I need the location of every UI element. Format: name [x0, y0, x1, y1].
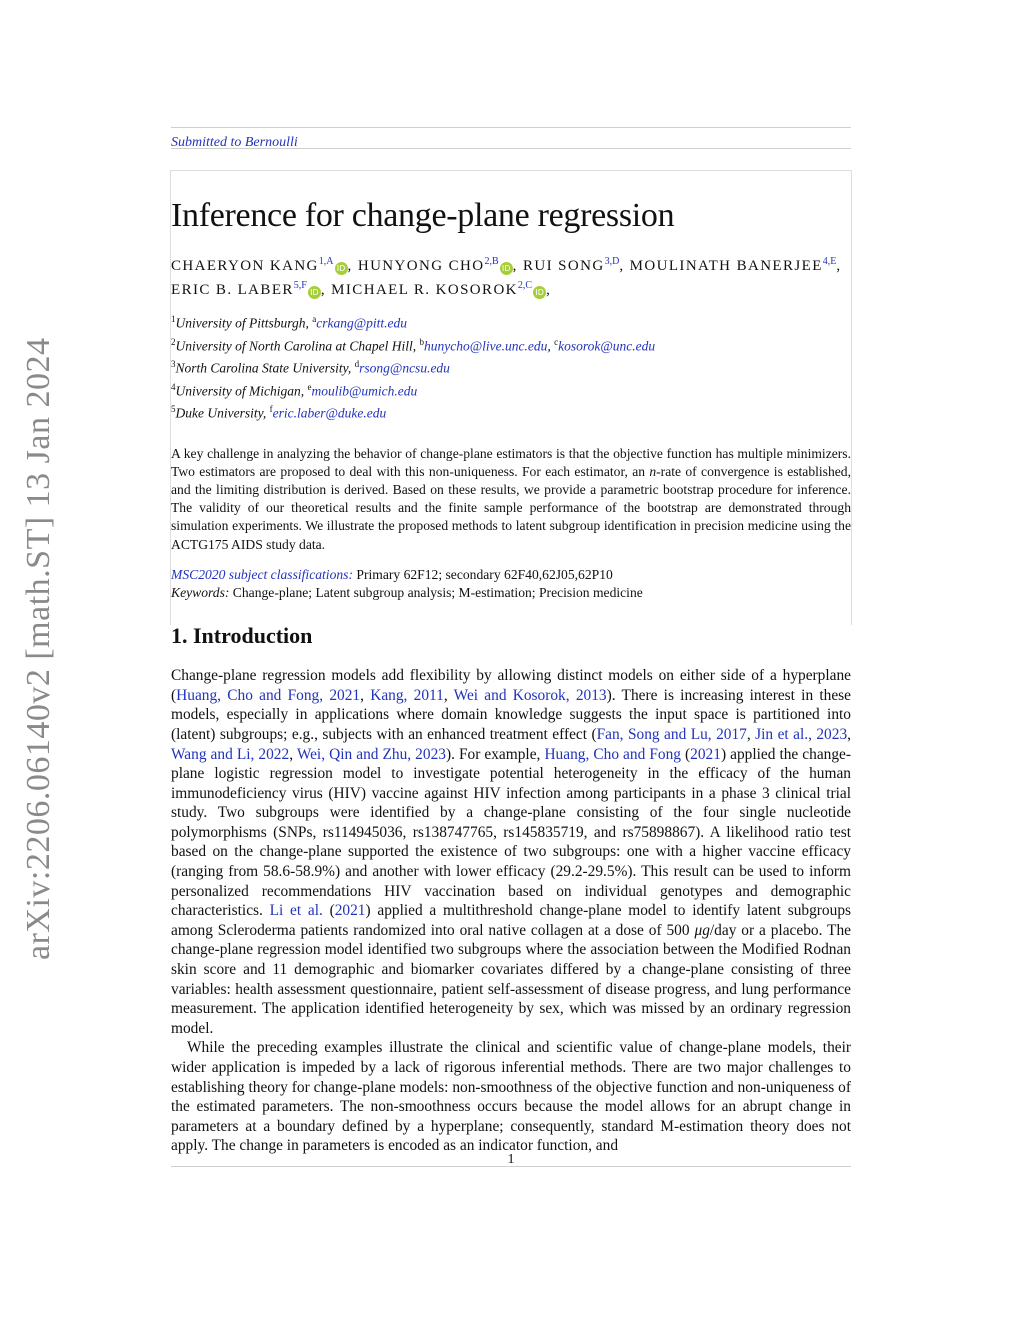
- section-heading: 1. Introduction: [171, 623, 313, 649]
- footer-rule: [171, 1166, 851, 1167]
- email-link[interactable]: moulib@umich.edu: [311, 383, 418, 398]
- orcid-icon[interactable]: ID: [308, 286, 321, 299]
- author-6: MICHAEL R. $KOSOROK^{2,C}ID$ ,: [331, 280, 552, 298]
- affiliation-3: $^3$North Carolina State University, $^d$rsong@ncsu.edu: [171, 359, 450, 376]
- email-link[interactable]: rsong@ncsu.edu: [359, 360, 450, 376]
- affiliation-4: $^4$University of Michigan, $^e$moulib@umich.edu: [171, 381, 418, 398]
- frontmatter-box-right: [851, 170, 852, 625]
- keywords-line: Keywords: Change-plane; Latent subgroup analysis; M-estimation; Precision medicine: [171, 584, 643, 600]
- author-4: MOULINATH $BANERJEE^{4,E}$,: [629, 256, 842, 274]
- citation-link[interactable]: Wei and Kosorok, 2013: [453, 686, 607, 704]
- author-2: HUNYONG $CHO^{2,B}ID$ ,: [357, 256, 523, 274]
- msc-line: MSC2020 subject classifications: Primary 62F12; secondary 62F40,62J05,62P10: [171, 566, 613, 582]
- paper-title: Inference for change-plane regression: [171, 197, 675, 234]
- citation-link[interactable]: Fan, Song and Lu, 2017: [596, 725, 747, 743]
- classifications: [171, 566, 851, 602]
- page-content: [171, 196, 851, 1156]
- email-link[interactable]: crkang@pitt.edu: [316, 315, 408, 331]
- citation-link[interactable]: Wang and Li, 2022: [171, 745, 290, 763]
- author-list: [171, 252, 851, 300]
- msc-link[interactable]: MSC2020 subject classifications:: [171, 566, 353, 582]
- abstract: A key challenge in analyzing the behavior of change-plane estimators is that the objective function has multiple minimizers. Two estimators are proposed to deal with this non-uniqueness. For each estimator, an n-rate of convergence is established, and the limiting distribution is derived. Based on these results, we provide a parametric bootstrap procedure for inference. The validity of our theoretical results and the finite sample performance of the bootstrap are demonstrated through simulation experiments. We illustrate the proposed methods to latent subgroup identification in precision medicine using the ACTG175 AIDS study data.: [171, 445, 851, 552]
- paragraph-1: Change-plane regression models add flexibility by allowing distinct models on either side of a hyperplane (Huang, Cho and Fong, 2021, Kang, 2011, Wei and Kosorok, 2013). There is increasing interest in these models, especially in applications where domain knowledge suggests the input space is partitioned into (latent) subgroups; e.g., subjects with an enhanced treatment effect (Fan, Song and Lu, 2017, Jin et al., 2023, Wang and Li, 2022, Wei, Qin and Zhu, 2023). For example, Huang, Cho and Fong (2021) applied the change-plane logistic regression model to investigate potential heterogeneity in the efficacy of the human immunodeficiency virus (HIV) vaccine against HIV infection among participants in a phase 3 clinical trial study. Two subgroups were identified by a change-plane consisting of the four single nucleotide polymorphisms (SNPs, rs114945036, rs138747765, rs145835719, and rs75898867). A likelihood ratio test based on the change-plane supported the existence of two subgroups: one with a higher vaccine efficacy (ranging from 58.6-58.9%) and another with lower efficacy (29.2-29.5%). This result can be used to inform personalized recommendations HIV vaccination based on individual genotypes and demographic characteristics. Li et al. (2021) applied a multithreshold change-plane model to identify latent subgroups among Scleroderma patients randomized into oral native collagen at a dose of 500 μg/day or a placebo. The change-plane regression model identified two subgroups where the association between the Modified Rodnan skin score and 11 demographic and biomarker covariates differed by a change-plane consisting of three variables: health assessment questionnaire, patient self-assessment of disease progress, and lung performance measurement. The application identified heterogeneity by sex, which was missed by an ordinary regression model.: [171, 667, 852, 1037]
- header-rule: [171, 148, 851, 149]
- email-link[interactable]: kosorok@unc.edu: [558, 338, 656, 353]
- author-5: ERIC B. $LABER^{5,F}ID$ ,: [171, 280, 332, 298]
- orcid-icon[interactable]: ID: [533, 286, 546, 299]
- journal-name[interactable]: Submitted to Bernoulli: [171, 135, 298, 150]
- citation-link[interactable]: Huang, Cho and Fong: [544, 745, 681, 763]
- citation-link[interactable]: 2021: [334, 902, 366, 920]
- email-link[interactable]: eric.laber@duke.edu: [272, 405, 387, 421]
- orcid-icon[interactable]: ID: [500, 262, 513, 275]
- paragraph-2: While the preceding examples illustrate the clinical and scientific value of change-plane models, their wider application is impeded by a lack of rigorous inferential methods. There are two major challenges to establishing theory for change-plane models: non-smoothness of the objective function and non-uniqueness of the estimated parameters. The non-smoothness occurs because the model allows for an abrupt change in parameters at a boundary defined by a hyperplane; consequently, standard M-estimation theory does not apply. The change in parameters is encoded as an indicator function, and: [171, 1039, 851, 1155]
- frontmatter-box-top: [170, 170, 851, 171]
- page-number: 1: [507, 1152, 515, 1167]
- citation-link[interactable]: Li et al.: [269, 902, 323, 920]
- affiliation-1: $^1$University of Pittsburgh, $^a$crkang@pitt.edu: [171, 314, 408, 331]
- author-3: RUI $SONG^{3,D}$,: [522, 256, 630, 274]
- body-text: [171, 666, 851, 1156]
- affiliations: [171, 310, 851, 423]
- affiliation-5: $^5$Duke University, $^f$eric.laber@duke.edu: [171, 404, 387, 421]
- arxiv-stamp: arXiv:2206.06140v2 [math.ST] 13 Jan 2024: [20, 337, 57, 960]
- top-rule: [171, 127, 851, 128]
- citation-link[interactable]: Huang, Cho and Fong, 2021: [176, 686, 361, 704]
- orcid-icon[interactable]: ID: [335, 262, 348, 275]
- email-link[interactable]: hunycho@live.unc.edu: [424, 338, 548, 353]
- citation-link[interactable]: Wei, Qin and Zhu, 2023: [296, 745, 446, 763]
- citation-link[interactable]: Jin et al., 2023: [755, 725, 848, 743]
- citation-link[interactable]: 2021: [690, 745, 721, 763]
- citation-link[interactable]: Kang, 2011: [370, 686, 444, 704]
- author-1: CHAERYON $KANG^{1,A}ID$ ,: [171, 256, 358, 274]
- affiliation-2: $^2$University of North Carolina at Chapel Hill, $^b$hunycho@live.unc.edu, $^c$kosorok@unc.edu: [171, 336, 656, 353]
